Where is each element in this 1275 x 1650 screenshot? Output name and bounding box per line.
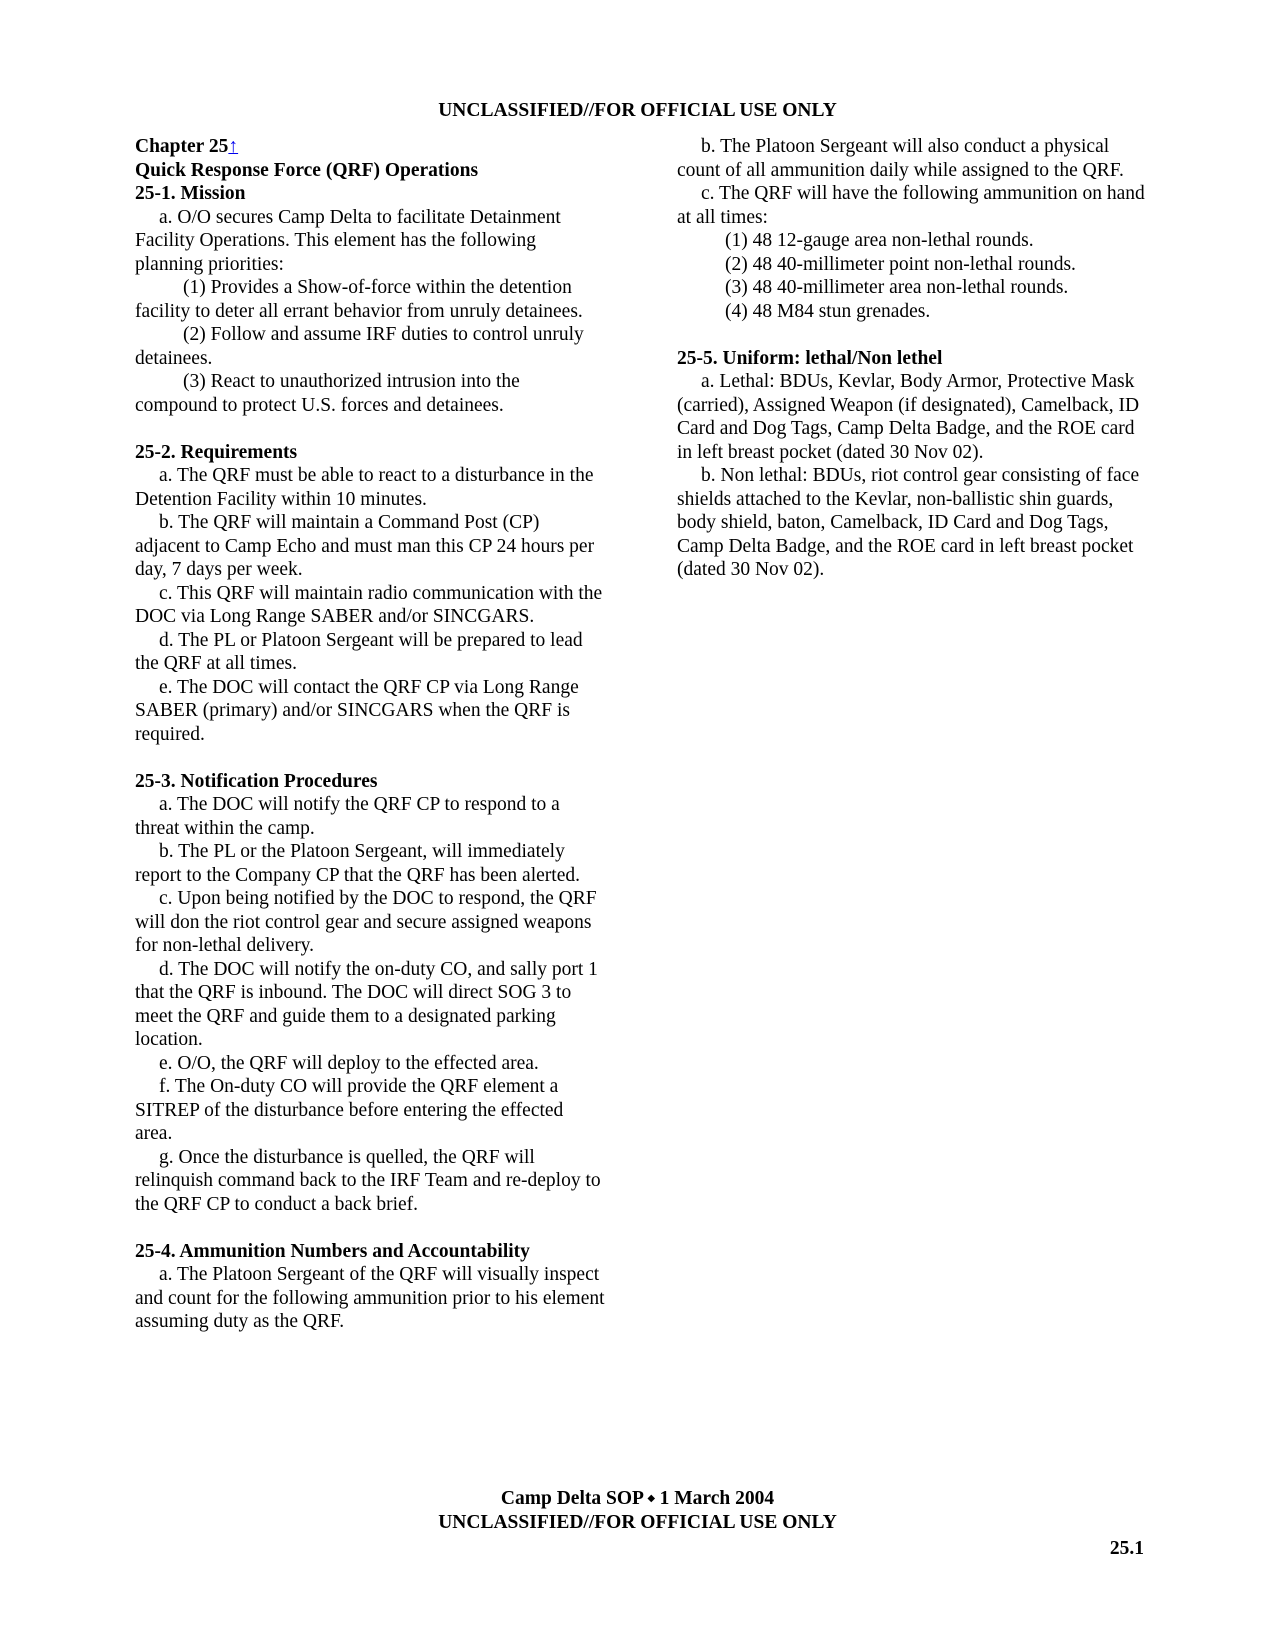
up-arrow-icon[interactable]: ↑ xyxy=(228,136,239,157)
section-heading-25-5: 25-5. Uniform: lethal/Non lethel xyxy=(677,347,943,369)
paragraph-25-2-e: e. The DOC will contact the QRF CP via Long Range SABER (primary) and/or SINCGARS when the QRF is required. xyxy=(135,676,579,745)
paragraph-25-1-a: a. O/O secures Camp Delta to facilitate Detainment Facility Operations. This element has the following planning priorities: xyxy=(135,206,561,275)
paragraph-25-3-c: c. Upon being notified by the DOC to respond, the QRF will don the riot control gear and secure assigned weapons for non-lethal delivery. xyxy=(135,888,597,956)
section-heading-25-1: 25-1. Mission xyxy=(135,183,246,204)
chapter-title: Quick Response Force (QRF) Operations xyxy=(135,159,479,181)
paragraph-25-5-b: b. Non lethal: BDUs, riot control gear consisting of face shields attached to the Kevlar, non-ballistic shin guards, body shield, baton, Camelback, ID Card and Dog Tags, Camp Delta Badge, and the ROE card in left breast pocket (dated 30 Nov 02). xyxy=(677,465,1140,580)
paragraph-25-3-f: f. The On-duty CO will provide the QRF element a SITREP of the disturbance before entering the effected area. xyxy=(135,1076,564,1144)
paragraph-25-4-b: b. The Platoon Sergeant will also conduct a physical count of all ammunition daily while assigned to the QRF. xyxy=(677,136,1124,181)
footer-classification: UNCLASSIFIED//FOR OFFICIAL USE ONLY xyxy=(438,1511,837,1533)
footer-document-line: Camp Delta SOP ⬩ 1 March 2004 xyxy=(500,1488,775,1509)
paragraph-25-2-a: a. The QRF must be able to react to a disturbance in the Detention Facility within 10 minutes. xyxy=(135,465,594,510)
paragraph-25-3-g: g. Once the disturbance is quelled, the QRF will relinquish command back to the IRF Team and re-deploy to the QRF CP to conduct a back brief. xyxy=(135,1146,601,1215)
header-classification: UNCLASSIFIED//FOR OFFICIAL USE ONLY xyxy=(438,100,837,121)
ammo-item: (1) 48 12-gauge area non-lethal rounds. xyxy=(725,230,1034,251)
section-heading-25-4: 25-4. Ammunition Numbers and Accountability xyxy=(135,1240,530,1262)
paragraph-25-5-a: a. Lethal: BDUs, Kevlar, Body Armor, Protective Mask (carried), Assigned Weapon (if designated), Camelback, ID Card and Dog Tags, Camp Delta Badge, and the ROE card in left breast pocket (dated 30 Nov 02). xyxy=(677,371,1140,463)
paragraph-25-2-b: b. The QRF will maintain a Command Post (CP) adjacent to Camp Echo and must man this CP 24 hours per day, 7 days per week. xyxy=(135,512,595,580)
chapter-label: Chapter 25 xyxy=(135,136,229,157)
chapter-label-line xyxy=(135,135,605,159)
right-column xyxy=(677,135,1147,582)
paragraph-25-4-c: c. The QRF will have the following ammunition on hand at all times: xyxy=(677,183,1145,228)
paragraph-25-2-c: c. This QRF will maintain radio communication with the DOC via Long Range SABER and/or SINCGARS. xyxy=(135,582,603,627)
footer xyxy=(0,1487,1275,1534)
paragraph-25-3-b: b. The PL or the Platoon Sergeant, will immediately report to the Company CP that the QRF has been alerted. xyxy=(135,841,580,886)
paragraph-25-1-a-2: (2) Follow and assume IRF duties to control unruly detainees. xyxy=(135,324,584,369)
section-heading-25-2: 25-2. Requirements xyxy=(135,441,298,463)
ammo-item: (2) 48 40-millimeter point non-lethal rounds. xyxy=(725,253,1076,275)
paragraph-25-3-a: a. The DOC will notify the QRF CP to respond to a threat within the camp. xyxy=(135,794,560,839)
paragraph-25-3-d: d. The DOC will notify the on-duty CO, and sally port 1 that the QRF is inbound. The DOC will direct SOG 3 to meet the QRF and guide them to a designated parking location. xyxy=(135,958,598,1050)
paragraph-25-1-a-3: (3) React to unauthorized intrusion into the compound to protect U.S. forces and detainees. xyxy=(135,371,520,416)
paragraph-25-3-e: e. O/O, the QRF will deploy to the effected area. xyxy=(159,1052,539,1074)
ammo-item: (4) 48 M84 stun grenades. xyxy=(725,300,931,322)
paragraph-25-4-a: a. The Platoon Sergeant of the QRF will visually inspect and count for the following ammunition prior to his element assuming duty as the QRF. xyxy=(135,1264,605,1332)
paragraph-25-1-a-1: (1) Provides a Show-of-force within the detention facility to deter all errant behavior from unruly detainees. xyxy=(135,277,583,322)
section-heading-25-3: 25-3. Notification Procedures xyxy=(135,770,378,792)
page-number: 25.1 xyxy=(1109,1538,1144,1559)
left-column xyxy=(135,135,605,1334)
ammo-item: (3) 48 40-millimeter area non-lethal rounds. xyxy=(725,277,1069,298)
paragraph-25-2-d: d. The PL or Platoon Sergeant will be prepared to lead the QRF at all times. xyxy=(135,629,583,674)
